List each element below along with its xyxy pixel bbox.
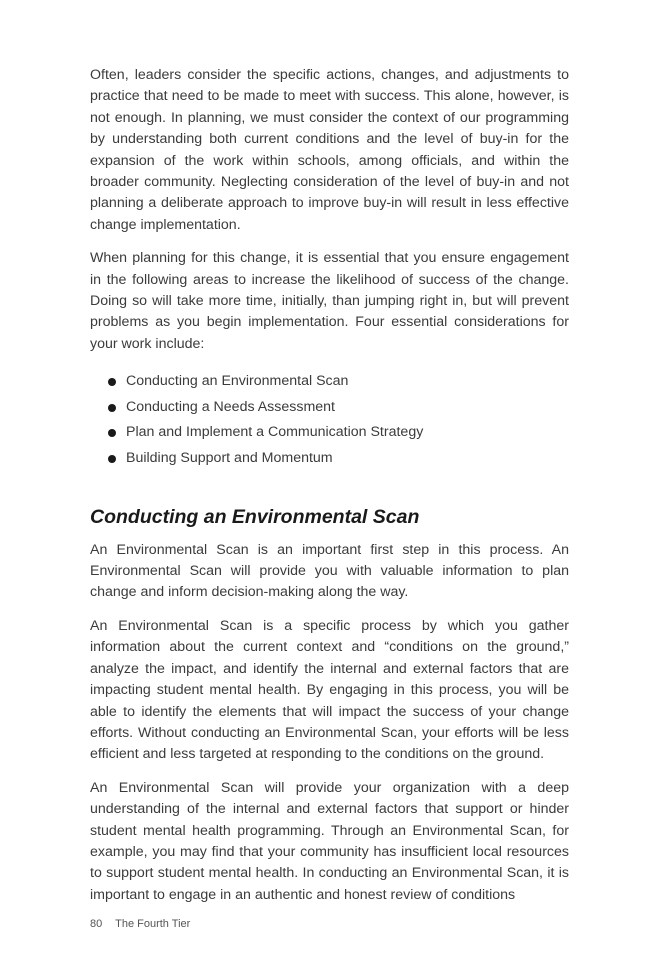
- bullet-dot-icon: [108, 429, 116, 437]
- list-item-text: Plan and Implement a Communication Strategy: [126, 424, 424, 441]
- bullet-dot-icon: [108, 404, 116, 412]
- list-item: [90, 369, 569, 395]
- running-footer-title: The Fourth Tier: [115, 918, 191, 930]
- list-item-text: Conducting an Environmental Scan: [126, 373, 349, 390]
- list-item: [90, 420, 569, 446]
- bullet-dot-icon: [108, 455, 116, 463]
- section-heading: Conducting an Environmental Scan: [90, 505, 420, 528]
- section-paragraph-1: An Environmental Scan is an important first step in this process. An Environmental Scan will provide you with valuable information to plan change and inform decision-making along the way.: [90, 541, 569, 601]
- considerations-list: [90, 369, 569, 471]
- section-paragraph-3: An Environmental Scan will provide your organization with a deep understanding of the internal and external factors that support or hinder student mental health programming. Through an Environmental Scan, for example, you may find that your community has insufficient local resources to support student mental health. In conducting an Environmental Scan, it is important to engage in an authentic and honest review of conditions: [90, 779, 569, 903]
- page-body: [90, 65, 569, 918]
- intro-paragraph-1: Often, leaders consider the specific actions, changes, and adjustments to practice that need to be made to meet with success. This alone, however, is not enough. In planning, we must consider the context of our programming by understanding both current conditions and the level of buy-in for the expansion of the work within schools, among officials, and within the broader community. Neglecting consideration of the level of buy-in and not planning a deliberate approach to improve buy-in will result in less effective change implementation.: [90, 67, 569, 233]
- page-number: 80: [90, 918, 103, 930]
- page-footer: [90, 918, 190, 930]
- intro-paragraph-2: When planning for this change, it is essential that you ensure engagement in the following areas to increase the likelihood of success of the change. Doing so will take more time, initially, than jumping right in, but will prevent problems as you begin implementation. Four essential considerations for your work include:: [90, 250, 569, 352]
- bullet-dot-icon: [108, 378, 116, 386]
- section-paragraph-2: An Environmental Scan is a specific process by which you gather information about the current context and “conditions on the ground,” analyze the impact, and identify the internal and external factors that are impacting student mental health. By engaging in this process, you will be able to identify the elements that will impact the success of your change efforts. Without conducting an Environmental Scan, your efforts will be less efficient and less targeted at responding to the conditions on the ground.: [90, 617, 569, 763]
- list-item-text: Building Support and Momentum: [126, 450, 333, 467]
- list-item: [90, 446, 569, 472]
- list-item: [90, 395, 569, 421]
- list-item-text: Conducting a Needs Assessment: [126, 398, 335, 415]
